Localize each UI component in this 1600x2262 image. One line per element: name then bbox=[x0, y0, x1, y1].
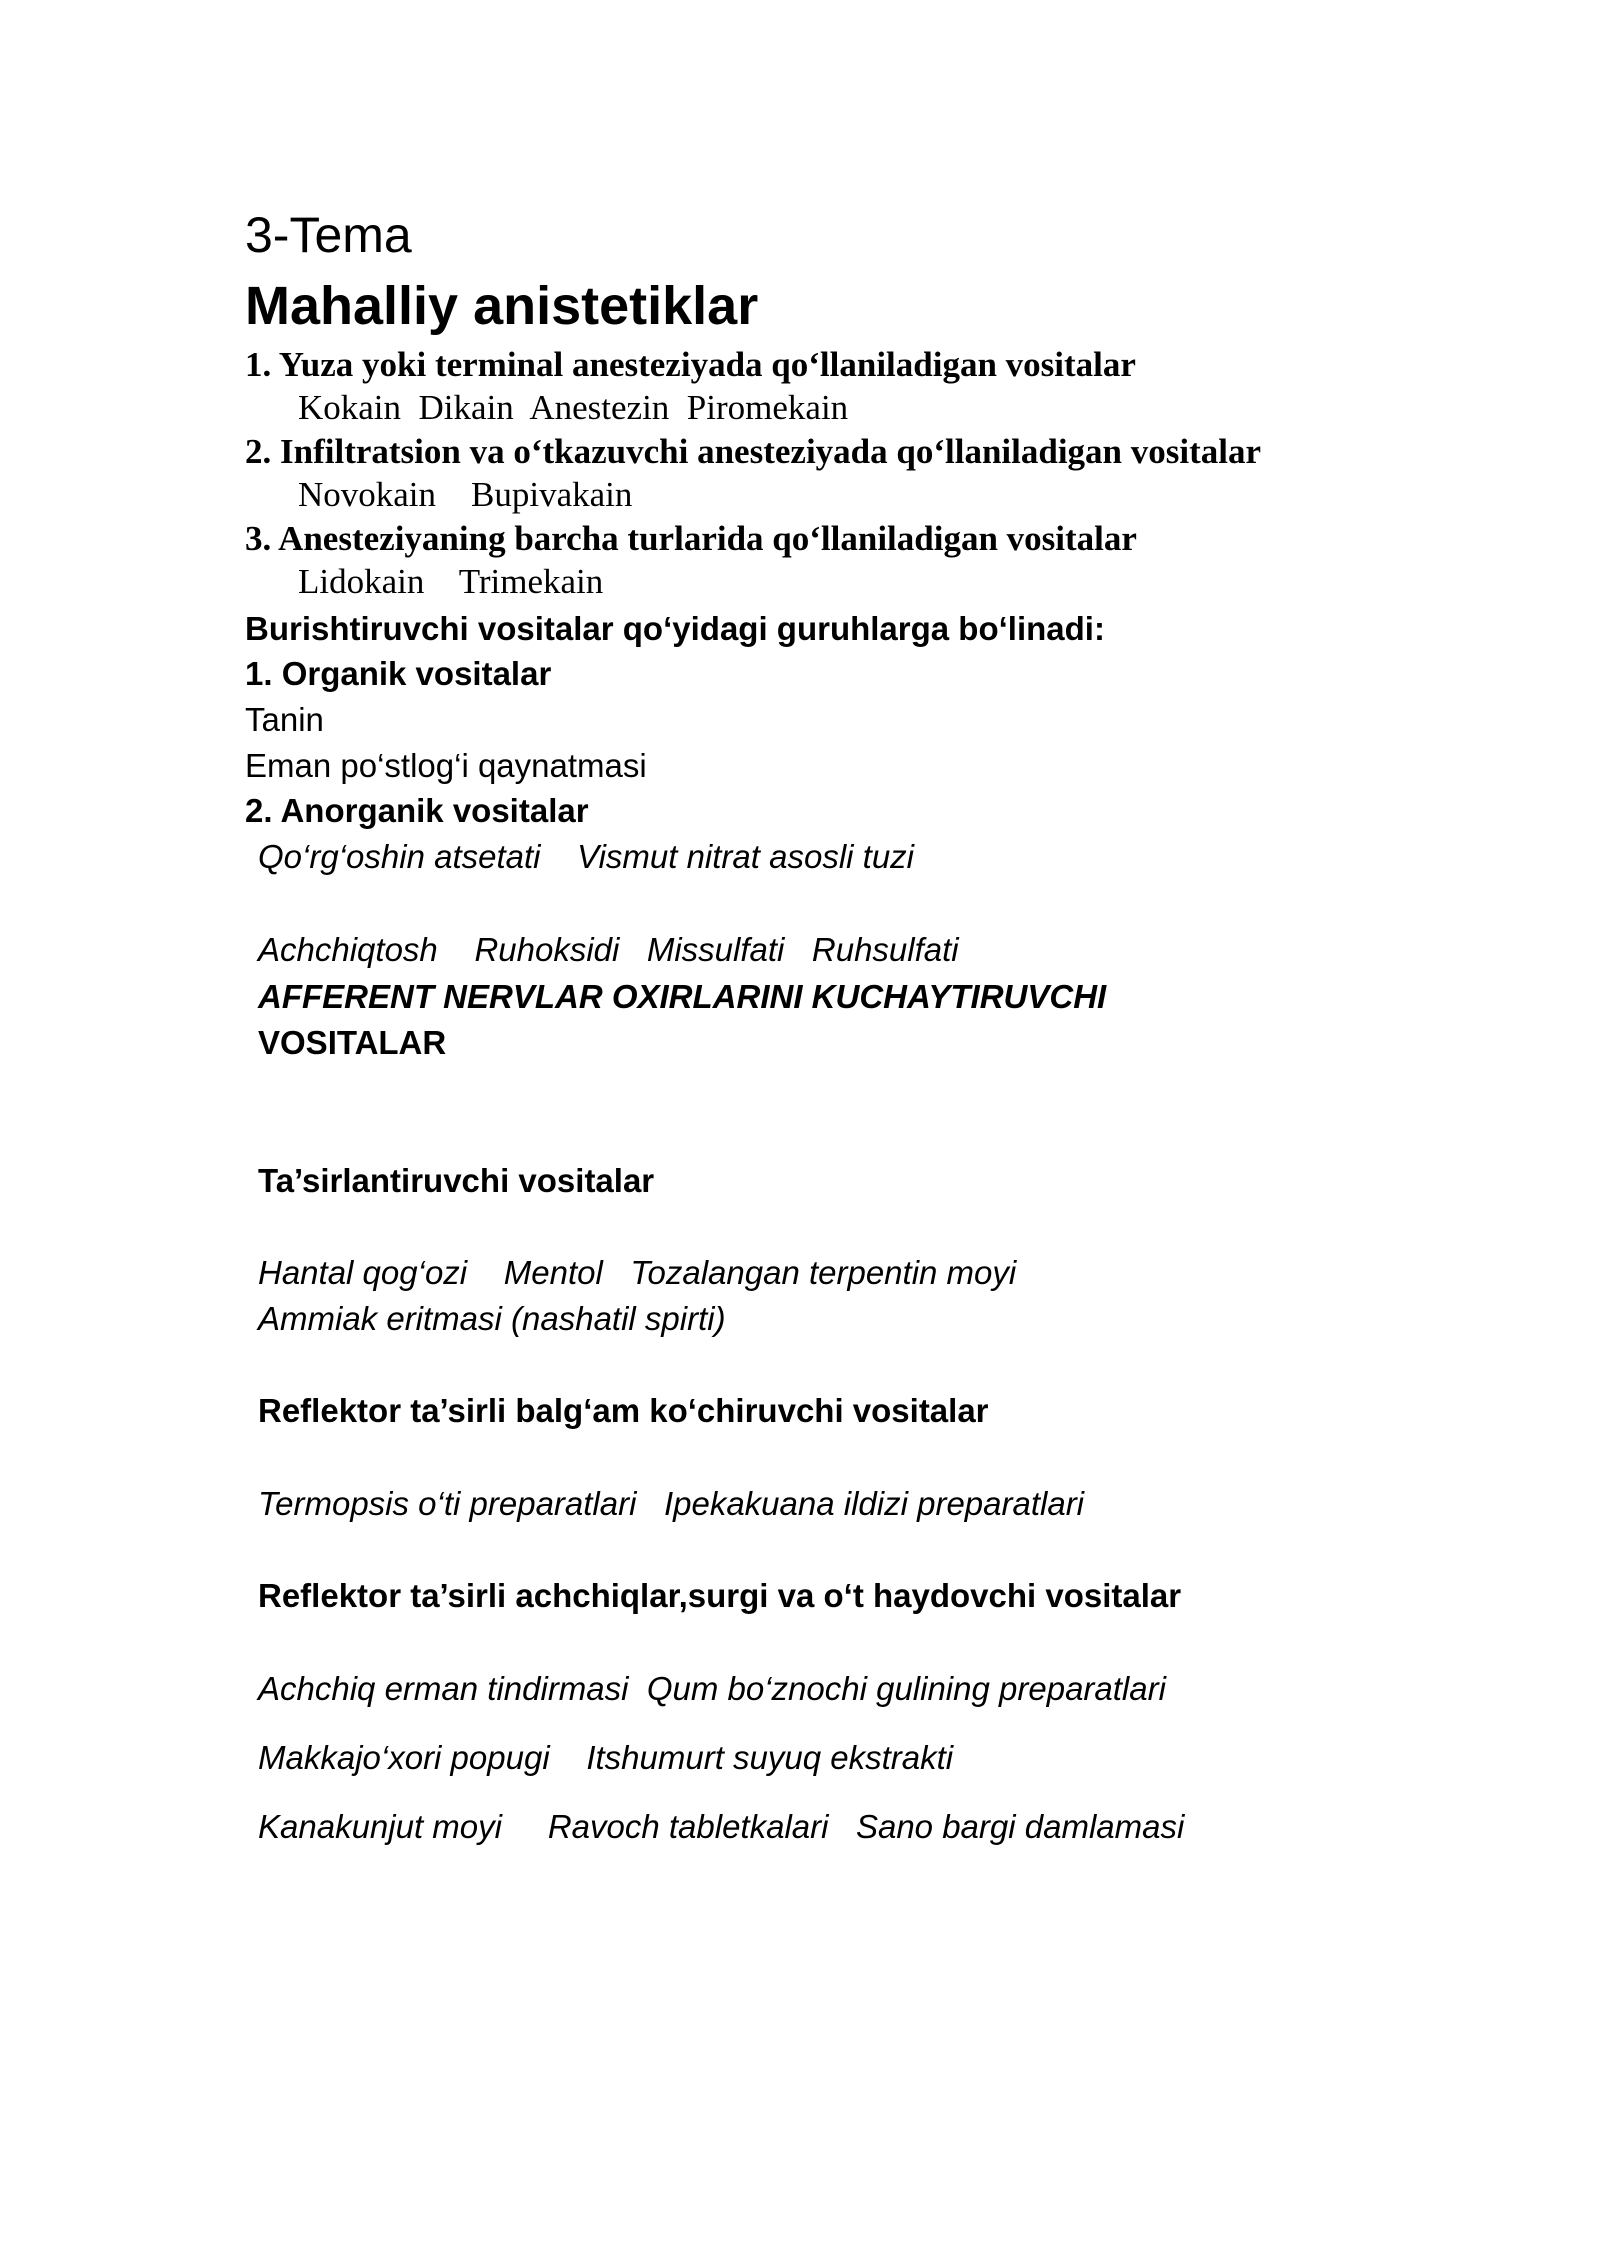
afferent-heading-line1: AFFERENT NERVLAR OXIRLARINI KUCHAYTIRUVCHI bbox=[258, 978, 1107, 1015]
bitters-items-line: Achchiq erman tindirmasi Qum bo‘znochi gulining preparatlari bbox=[258, 1670, 1166, 1707]
section-items-3: Lidokain Trimekain bbox=[298, 562, 604, 601]
expectorants-items-line: Termopsis o‘ti preparatlari Ipekakuana ildizi preparatlari bbox=[258, 1485, 1085, 1522]
expectorants-heading: Reflektor ta’sirli balg‘am ko‘chiruvchi vositalar bbox=[258, 1392, 989, 1429]
section-items-2: Novokain Bupivakain bbox=[298, 475, 633, 514]
irritants-heading: Ta’sirlantiruvchi vositalar bbox=[258, 1162, 655, 1199]
irritants-items-line: Ammiak eritmasi (nashatil spirti) bbox=[258, 1300, 726, 1337]
bitters-heading: Reflektor ta’sirli achchiqlar,surgi va o‘t haydovchi vositalar bbox=[258, 1577, 1182, 1614]
inorganic-items-line: Achchiqtosh Ruhoksidi Missulfati Ruhsulfati bbox=[258, 931, 959, 968]
irritants-items-line: Hantal qog‘ozi Mentol Tozalangan terpentin moyi bbox=[258, 1254, 1017, 1291]
afferent-heading-line2: VOSITALAR bbox=[258, 1024, 447, 1061]
section-heading-2: 2. Infiltratsion va o‘tkazuvchi anesteziyada qo‘llaniladigan vositalar bbox=[245, 432, 1262, 471]
page-title: Mahalliy anistetiklar bbox=[245, 276, 759, 336]
topic-number: 3-Tema bbox=[245, 207, 412, 263]
astringents-heading: Burishtiruvchi vositalar qo‘yidagi guruhlarga bo‘linadi: bbox=[245, 610, 1105, 647]
organic-heading: 1. Organik vositalar bbox=[245, 655, 552, 692]
organic-item: Tanin bbox=[245, 701, 324, 738]
section-heading-1: 1. Yuza yoki terminal anesteziyada qo‘llaniladigan vositalar bbox=[245, 345, 1136, 384]
bitters-items-line: Kanakunjut moyi Ravoch tabletkalari Sano bargi damlamasi bbox=[258, 1808, 1185, 1845]
organic-item: Eman po‘stlog‘i qaynatmasi bbox=[245, 747, 647, 784]
inorganic-items-line: Qo‘rg‘oshin atsetati Vismut nitrat asosli tuzi bbox=[258, 838, 915, 875]
section-heading-3: 3. Anesteziyaning barcha turlarida qo‘llaniladigan vositalar bbox=[245, 519, 1137, 558]
section-items-1: Kokain Dikain Anestezin Piromekain bbox=[298, 388, 849, 427]
inorganic-heading: 2. Anorganik vositalar bbox=[245, 792, 589, 829]
bitters-items-line: Makkajo‘xori popugi Itshumurt suyuq ekstrakti bbox=[258, 1739, 954, 1776]
